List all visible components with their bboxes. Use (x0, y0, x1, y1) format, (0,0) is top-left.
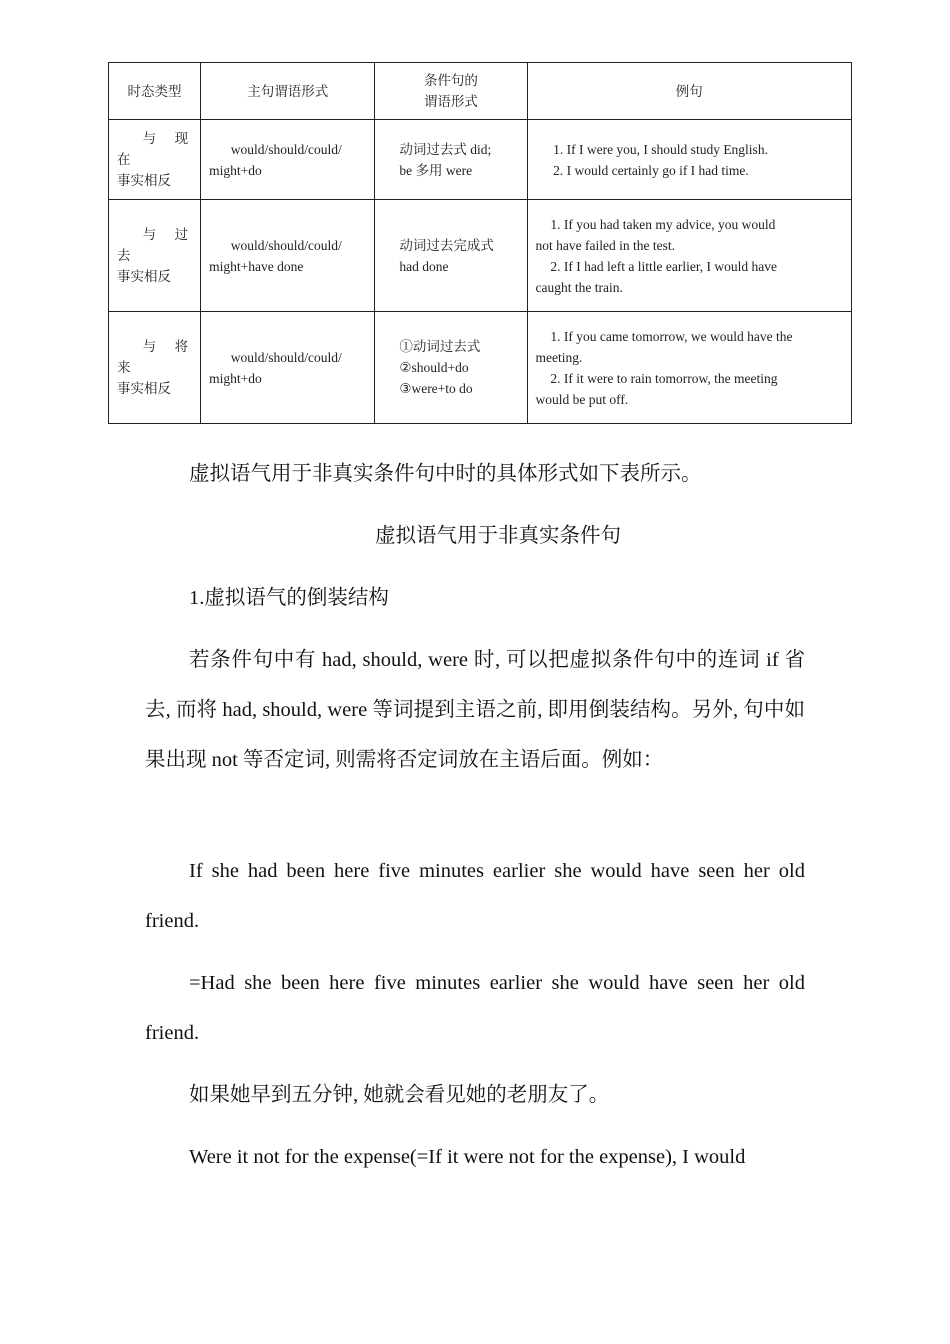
example-line2: 2. I would certainly go if I had time. (553, 162, 749, 178)
example-sentence-1: If she had been here five minutes earlier she would have seen her old friend. (145, 860, 805, 932)
main-predicate-cell (201, 120, 375, 200)
example-line1: 1. If you had taken my advice, you would (550, 216, 776, 232)
tense-cell (109, 200, 201, 312)
tense-line2: 事实相反 (117, 269, 171, 284)
cond-line2: ②should+do (399, 360, 469, 375)
tense-line2: 事实相反 (117, 381, 171, 396)
header-main-predicate: 主句谓语形式 (201, 63, 375, 120)
cond-line2: be 多用 were (399, 162, 473, 178)
cond-line1: ①动词过去式 (399, 339, 481, 354)
example-cell (527, 120, 851, 200)
condition-predicate-cell (375, 312, 527, 424)
tense-cell (109, 312, 201, 424)
example-line3: 2. If it were to rain tomorrow, the meeting (550, 370, 778, 386)
example-translation: 如果她早到五分钟, 她就会看见她的老朋友了。 (189, 1084, 610, 1106)
example-line4: would be put off. (535, 391, 629, 407)
header-condition-line2: 谓语形式 (423, 94, 478, 109)
tense-line2: 事实相反 (117, 173, 171, 188)
tense-line1: 与将来 (117, 339, 193, 375)
main-line2: might+do (209, 370, 262, 386)
example-line4: caught the train. (535, 279, 623, 295)
header-condition-predicate (375, 63, 527, 120)
main-line1: would/should/could/ (230, 237, 342, 253)
table-row (109, 120, 852, 200)
main-line2: might+do (209, 162, 262, 178)
cond-line3: ③were+to do (399, 381, 473, 396)
example-line2: meeting. (535, 349, 583, 365)
main-predicate-cell (201, 312, 375, 424)
condition-predicate-cell (375, 120, 527, 200)
example-line3: 2. If I had left a little earlier, I would have (550, 258, 778, 274)
example-cell (527, 312, 851, 424)
example-line2: not have failed in the test. (535, 237, 676, 253)
intro-paragraph: 虚拟语气用于非真实条件句中时的具体形式如下表所示。 (189, 463, 702, 485)
main-line1: would/should/could/ (230, 349, 342, 365)
condition-predicate-cell (375, 200, 527, 312)
example-cell (527, 200, 851, 312)
table-header-row (109, 63, 852, 120)
subjunctive-table (108, 62, 852, 424)
tense-line1: 与过去 (117, 227, 193, 263)
header-tense-type: 时态类型 (109, 63, 201, 120)
table-row (109, 200, 852, 312)
table-row (109, 312, 852, 424)
tense-cell (109, 120, 201, 200)
main-predicate-cell (201, 200, 375, 312)
cond-line1: 动词过去完成式 (399, 237, 494, 253)
example-sentence-2: =Had she been here five minutes earlier she would have seen her old friend. (145, 972, 805, 1044)
main-line2: might+have done (209, 258, 304, 274)
table-caption: 虚拟语气用于非真实条件句 (375, 525, 621, 547)
section-heading: 1.虚拟语气的倒装结构 (189, 587, 389, 609)
cond-line2: had done (399, 258, 449, 274)
tense-line1: 与现在 (117, 131, 193, 167)
header-condition-line1: 条件句的 (423, 73, 478, 88)
inversion-explanation: 若条件句中有 had, should, were 时, 可以把虚拟条件句中的连词 if 省去, 而将 had, should, were 等词提到主语之前, 即用倒装结构。另外, 句中如果出现 not 等否定词, 则需将否定词放在主语后面。例如： (145, 649, 805, 771)
example-sentence-3: Were it not for the expense(=If it were not for the expense), I would (189, 1146, 746, 1168)
header-example: 例句 (527, 63, 851, 120)
example-line1: 1. If I were you, I should study English. (553, 141, 768, 157)
main-line1: would/should/could/ (230, 141, 342, 157)
cond-line1: 动词过去式 did; (399, 141, 492, 157)
example-line1: 1. If you came tomorrow, we would have the (550, 328, 793, 344)
